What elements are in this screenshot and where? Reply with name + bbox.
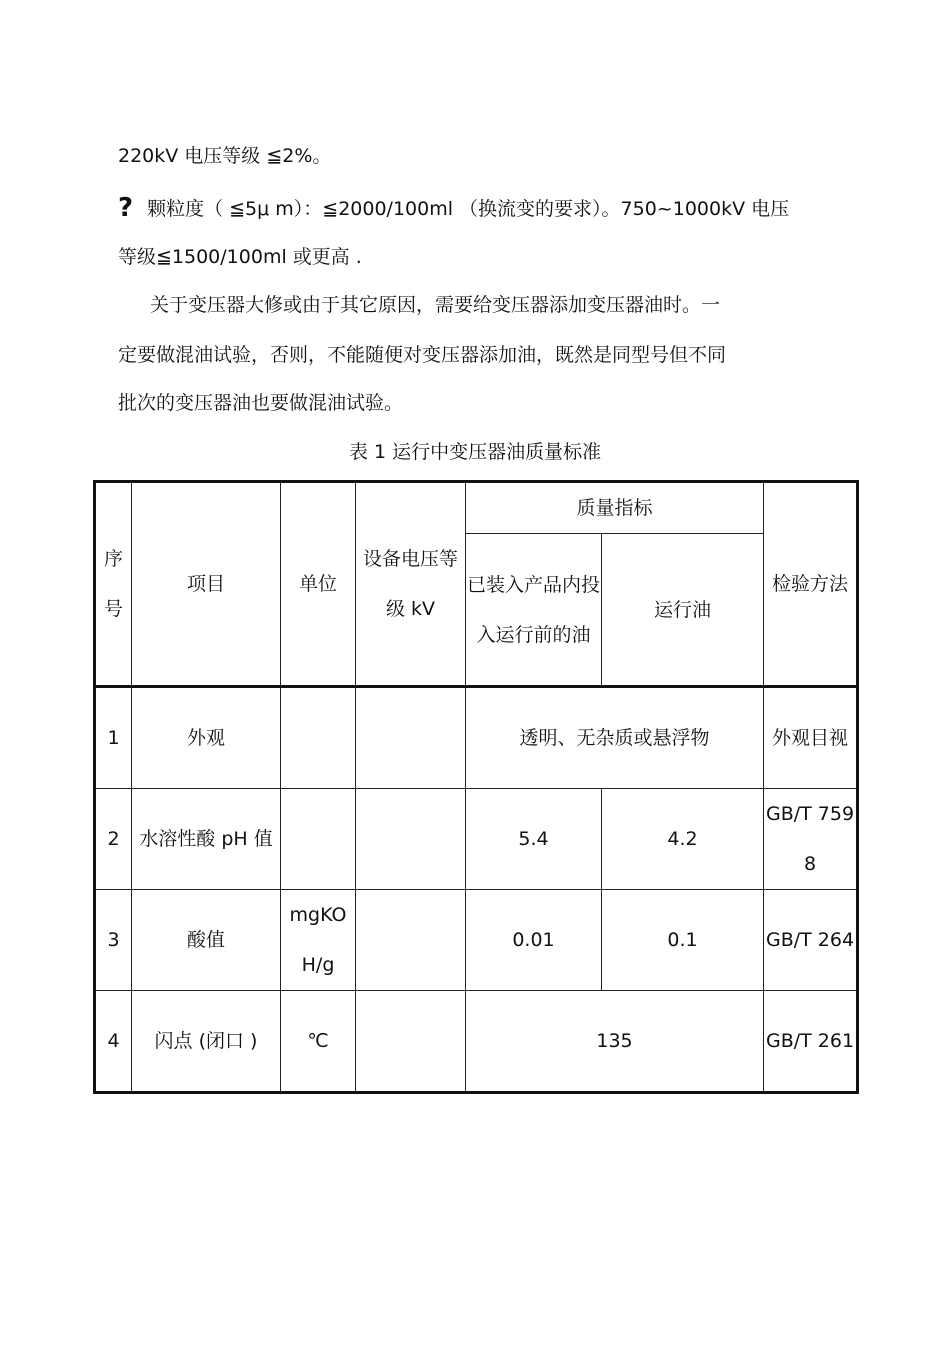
row2-running-oil: 4.2 bbox=[602, 789, 764, 890]
row2-method: GB/T 7598 bbox=[764, 789, 858, 890]
header-unit: 单位 bbox=[281, 482, 356, 687]
table-row bbox=[95, 890, 858, 991]
row1-voltage bbox=[356, 687, 466, 789]
row3-method: GB/T 264 bbox=[764, 890, 858, 991]
paragraph-line-4: 关于变压器大修或由于其它原因，需要给变压器添加变压器油时。一 bbox=[150, 294, 721, 316]
row4-method: GB/T 261 bbox=[764, 991, 858, 1093]
table-row bbox=[95, 991, 858, 1093]
row2-voltage bbox=[356, 789, 466, 890]
paragraph-line-5: 定要做混油试验，否则，不能随便对变压器添加油，既然是同型号但不同 bbox=[118, 344, 727, 366]
header-running-oil: 运行油 bbox=[602, 534, 764, 687]
row4-seq: 4 bbox=[95, 991, 132, 1093]
table-row bbox=[95, 789, 858, 890]
header-new-oil: 已装入产品内投入运行前的油 bbox=[466, 534, 602, 687]
table-row bbox=[95, 687, 858, 789]
row4-unit: ℃ bbox=[281, 991, 356, 1093]
header-quality: 质量指标 bbox=[466, 482, 764, 534]
row1-merged-value: 透明、无杂质或悬浮物 bbox=[466, 687, 764, 789]
row4-item: 闪点 (闭口 ) bbox=[132, 991, 281, 1093]
table-caption: 表 1 运行中变压器油质量标准 bbox=[348, 441, 602, 463]
row2-item: 水溶性酸 pH 值 bbox=[132, 789, 281, 890]
row3-running-oil: 0.1 bbox=[602, 890, 764, 991]
particle-size-text: 颗粒度（ ≦5μ m）：≦2000/100ml （换流变的要求）。750~1000kV 电压 bbox=[147, 198, 790, 220]
paragraph-line-6: 批次的变压器油也要做混油试验。 bbox=[118, 392, 404, 414]
row2-new-oil: 5.4 bbox=[466, 789, 602, 890]
oil-quality-table bbox=[93, 480, 859, 1094]
paragraph-line-3: 等级≦1500/100ml 或更高 . bbox=[118, 246, 362, 268]
row4-merged-value: 135 bbox=[466, 991, 764, 1093]
paragraph-line-2 bbox=[118, 195, 789, 221]
header-item: 项目 bbox=[132, 482, 281, 687]
row3-seq: 3 bbox=[95, 890, 132, 991]
paragraph-line-1: 220kV 电压等级 ≦2%。 bbox=[118, 145, 332, 167]
row4-voltage bbox=[356, 991, 466, 1093]
bullet-symbol: ? bbox=[118, 193, 134, 223]
row1-method: 外观目视 bbox=[764, 687, 858, 789]
row1-item: 外观 bbox=[132, 687, 281, 789]
row2-unit bbox=[281, 789, 356, 890]
row3-new-oil: 0.01 bbox=[466, 890, 602, 991]
row3-voltage bbox=[356, 890, 466, 991]
row1-unit bbox=[281, 687, 356, 789]
header-voltage: 设备电压等级 kV bbox=[356, 482, 466, 687]
row3-item: 酸值 bbox=[132, 890, 281, 991]
row3-unit: mgKOH/g bbox=[281, 890, 356, 991]
row2-seq: 2 bbox=[95, 789, 132, 890]
header-method: 检验方法 bbox=[764, 482, 858, 687]
header-seq: 序号 bbox=[95, 482, 132, 687]
row1-seq: 1 bbox=[95, 687, 132, 789]
